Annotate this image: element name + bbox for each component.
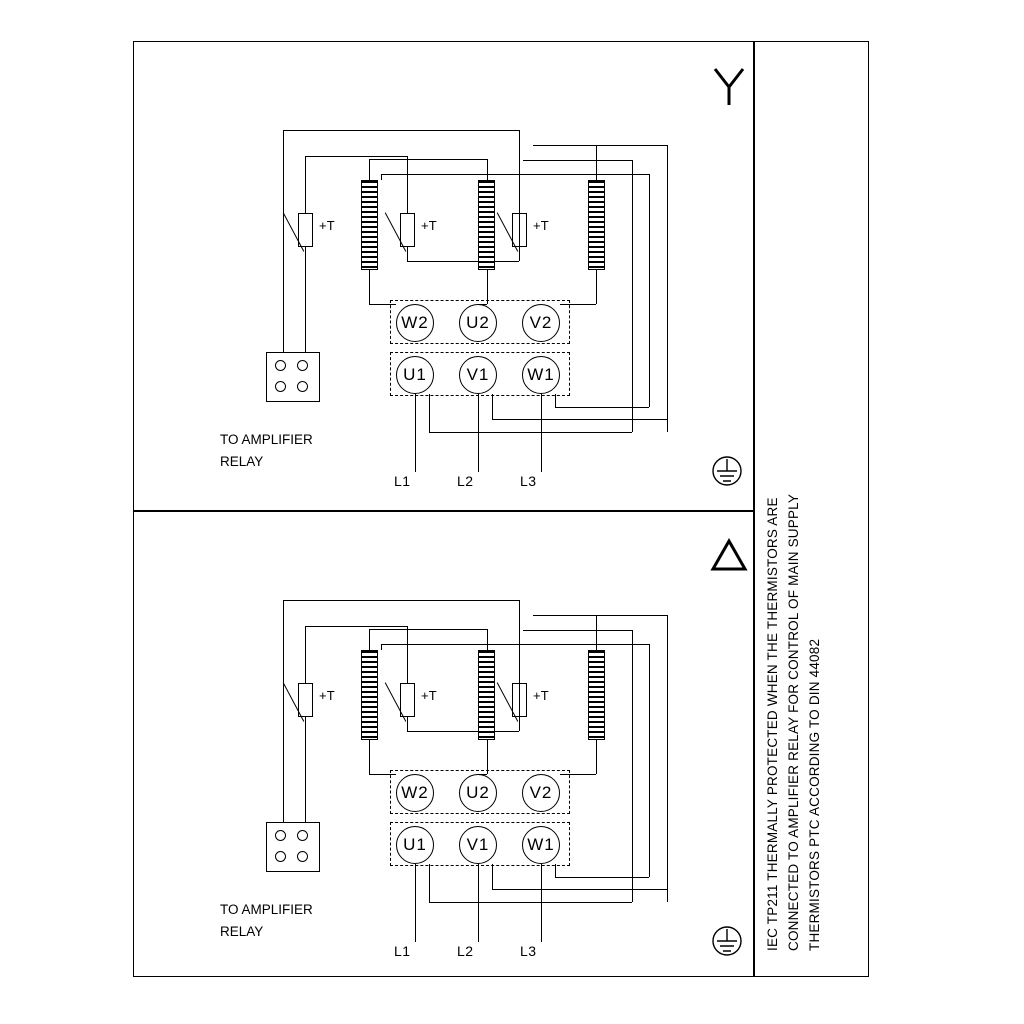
wire-return-3-bottom <box>555 407 649 408</box>
wire-coil3-to-v2 <box>596 740 597 774</box>
phase-label-l2: L2 <box>457 473 474 489</box>
terminal-u2[interactable]: U2 <box>459 304 497 342</box>
phase-label-l2: L2 <box>457 943 474 959</box>
coil-2 <box>478 180 495 270</box>
wire-return-1-up <box>429 394 430 432</box>
amplifier-label-line2: RELAY <box>220 924 264 939</box>
terminal-u2[interactable]: U2 <box>459 774 497 812</box>
wire-return-3 <box>649 174 650 407</box>
connector-pin-3 <box>275 851 286 862</box>
connector-pin-1 <box>275 830 286 841</box>
wire-return-1-up <box>429 864 430 902</box>
wire-return-1-bottom <box>429 902 632 903</box>
notes-column <box>753 41 869 977</box>
wire-coil3-to-v2 <box>596 270 597 304</box>
wire-t2-top <box>407 156 408 213</box>
terminal-v1[interactable]: V1 <box>459 356 497 394</box>
wire-t3-top <box>519 130 520 213</box>
wire-coil3-v2 <box>560 304 596 305</box>
thermistor-label-3: +T <box>533 218 549 233</box>
wire-coil2-top <box>487 629 488 650</box>
wire-return-3-top <box>381 644 649 645</box>
connector-pin-3 <box>275 381 286 392</box>
connector-pin-4 <box>297 851 308 862</box>
wire-t1-bottom <box>305 717 306 822</box>
thermistor-2 <box>400 683 415 717</box>
connector-pin-2 <box>297 830 308 841</box>
terminal-u1[interactable]: U1 <box>396 356 434 394</box>
amplifier-label-line1: TO AMPLIFIER <box>220 432 313 447</box>
terminal-w2[interactable]: W2 <box>396 774 434 812</box>
wire-t3-bottom <box>519 213 520 261</box>
earth-symbol <box>709 923 745 959</box>
wire-right-bus-down <box>667 145 668 432</box>
thermistor-label-2: +T <box>421 688 437 703</box>
wire-thermistor-left-down <box>283 600 284 822</box>
earth-symbol <box>709 453 745 489</box>
coil-1 <box>361 180 378 270</box>
thermistor-label-3: +T <box>533 688 549 703</box>
wire-coil2-to-u2 <box>487 740 488 774</box>
coil-1 <box>361 650 378 740</box>
panel-star-connection <box>133 41 754 510</box>
wire-l1 <box>415 864 416 942</box>
wire-coil1-to-w2 <box>369 270 370 304</box>
wire-t2-t3-link <box>407 731 519 732</box>
wire-t2-t3-link <box>407 261 519 262</box>
phase-label-l3: L3 <box>520 473 537 489</box>
wire-t2-bottom <box>407 247 408 261</box>
terminal-v2[interactable]: V2 <box>522 304 560 342</box>
wire-t1-top <box>305 626 306 683</box>
wire-return-2-up <box>492 864 493 889</box>
phase-label-l1: L1 <box>394 943 411 959</box>
wire-coil1-top <box>369 159 370 180</box>
wire-t2-top <box>407 626 408 683</box>
note-line-3: THERMISTORS PTC ACCORDING TO DIN 44082 <box>807 638 822 951</box>
thermistor-1 <box>298 213 313 247</box>
wire-coil2-u2 <box>478 774 487 775</box>
wire-coil1-coil2-top <box>369 629 487 630</box>
wire-coil2-top <box>487 159 488 180</box>
wire-coil1-coil2-top <box>369 159 487 160</box>
wire-thermistor-top-bus <box>283 130 520 131</box>
wire-coil3-bus <box>533 615 667 616</box>
coil-2 <box>478 650 495 740</box>
wire-return-2-bottom <box>492 889 667 890</box>
wire-t1-bottom <box>305 247 306 352</box>
connector-pin-4 <box>297 381 308 392</box>
wire-t3-bottom <box>519 683 520 731</box>
panel-delta-connection <box>133 511 754 980</box>
wire-coil3-bus <box>533 145 667 146</box>
wire-coil1-w2 <box>369 304 396 305</box>
wire-right-bus-down <box>667 615 668 902</box>
wire-return-3-up <box>555 864 556 877</box>
wire-t1-t2-link <box>305 156 407 157</box>
connector-pin-2 <box>297 360 308 371</box>
wire-return-3-up <box>555 394 556 407</box>
terminal-w2[interactable]: W2 <box>396 304 434 342</box>
wire-return-1-top <box>523 630 632 631</box>
wire-coil1-to-w2 <box>369 740 370 774</box>
wire-return-2-up <box>492 394 493 419</box>
wire-t2-bottom <box>407 717 408 731</box>
terminal-u1[interactable]: U1 <box>396 826 434 864</box>
note-line-1: IEC TP211 THERMALLY PROTECTED WHEN THE THERMISTORS ARE <box>765 497 780 951</box>
wire-return-3 <box>649 644 650 877</box>
wire-return-1-bottom <box>429 432 632 433</box>
thermistor-label-1: +T <box>319 688 335 703</box>
wire-return-1-top <box>523 160 632 161</box>
thermistor-1 <box>298 683 313 717</box>
wire-coil2-to-u2 <box>487 270 488 304</box>
terminal-w1[interactable]: W1 <box>522 826 560 864</box>
wire-return-3-coil <box>381 174 382 180</box>
star-symbol <box>707 63 751 107</box>
wire-return-3-coil <box>381 644 382 650</box>
terminal-v2[interactable]: V2 <box>522 774 560 812</box>
wire-t1-t2-link <box>305 626 407 627</box>
wire-t1-top <box>305 156 306 213</box>
wire-return-2-bottom <box>492 419 667 420</box>
amplifier-label-line2: RELAY <box>220 454 264 469</box>
wire-thermistor-top-bus <box>283 600 520 601</box>
wire-coil1-top <box>369 629 370 650</box>
phase-label-l3: L3 <box>520 943 537 959</box>
connector-pin-1 <box>275 360 286 371</box>
wire-return-1 <box>632 160 633 432</box>
wire-thermistor-left-down <box>283 130 284 352</box>
thermistor-label-2: +T <box>421 218 437 233</box>
thermistor-label-1: +T <box>319 218 335 233</box>
coil-3 <box>588 650 605 740</box>
wire-return-3-top <box>381 174 649 175</box>
amplifier-label-line1: TO AMPLIFIER <box>220 902 313 917</box>
wire-return-1 <box>632 630 633 902</box>
wire-coil3-v2 <box>560 774 596 775</box>
wire-coil2-u2 <box>478 304 487 305</box>
amplifier-connector-box[interactable] <box>266 822 320 872</box>
thermistor-2 <box>400 213 415 247</box>
note-line-2: CONNECTED TO AMPLIFIER RELAY FOR CONTROL OF MAIN SUPPLY <box>786 493 801 951</box>
terminal-w1[interactable]: W1 <box>522 356 560 394</box>
wire-l1 <box>415 394 416 472</box>
delta-symbol <box>707 533 751 577</box>
amplifier-connector-box[interactable] <box>266 352 320 402</box>
terminal-v1[interactable]: V1 <box>459 826 497 864</box>
wire-return-3-bottom <box>555 877 649 878</box>
wire-t3-top <box>519 600 520 683</box>
coil-3 <box>588 180 605 270</box>
phase-label-l1: L1 <box>394 473 411 489</box>
wire-coil1-w2 <box>369 774 396 775</box>
